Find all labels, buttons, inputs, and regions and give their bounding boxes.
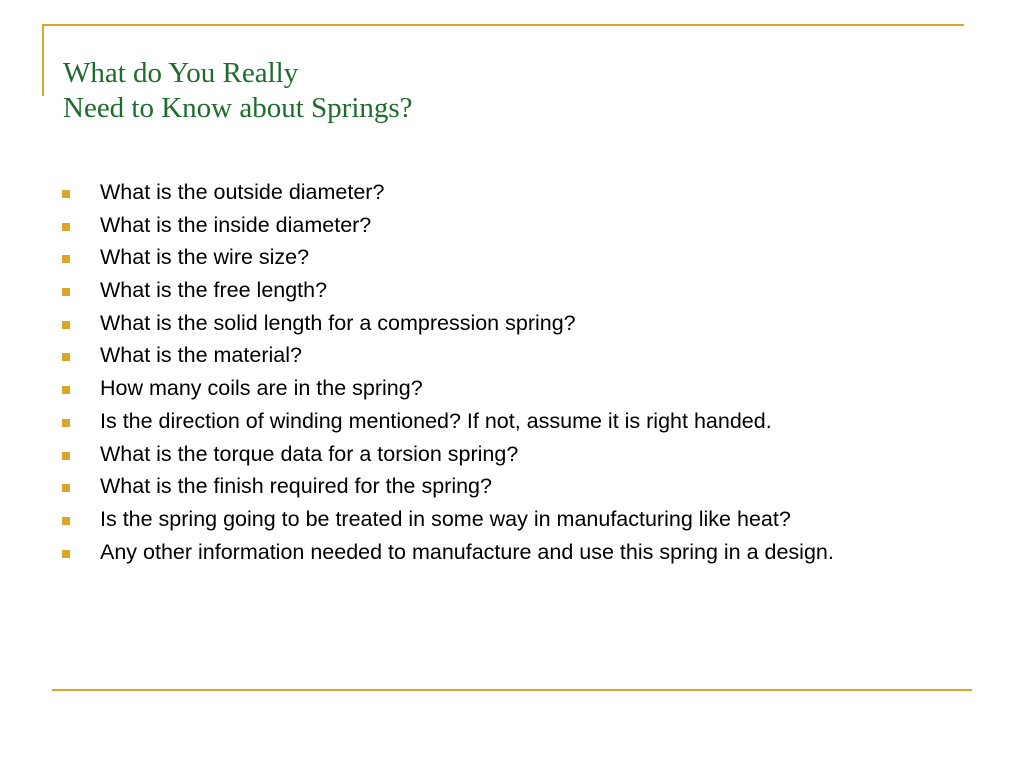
slide-title <box>63 56 413 126</box>
square-bullet-icon <box>62 386 70 394</box>
list-item <box>60 376 960 401</box>
square-bullet-icon <box>62 484 70 492</box>
list-item-text: How many coils are in the spring? <box>100 376 423 401</box>
top-border-line <box>42 24 964 26</box>
square-bullet-icon <box>62 550 70 558</box>
list-item-text: What is the outside diameter? <box>100 180 385 204</box>
square-bullet-icon <box>62 321 70 329</box>
list-item-text: What is the wire size? <box>100 245 310 270</box>
list-item <box>60 180 960 205</box>
list-item-text: What is the material? <box>100 343 302 368</box>
square-bullet-icon <box>62 517 70 525</box>
square-bullet-icon <box>62 419 70 427</box>
list-item <box>60 442 960 467</box>
slide-title-line-2: Need to Know about Springs? <box>63 92 413 124</box>
list-item <box>60 474 960 499</box>
list-item-text: What is the finish required for the spring? <box>100 474 492 499</box>
list-item-text: What is the inside diameter? <box>100 212 372 237</box>
list-item <box>60 409 960 434</box>
list-item-text: What is the torque data for a torsion spring? <box>100 441 519 466</box>
list-item-text: Is the spring going to be treated in some way in manufacturing like heat? <box>100 506 791 531</box>
square-bullet-icon <box>62 288 70 296</box>
slide-title-line-1: What do You Really <box>63 57 299 89</box>
square-bullet-icon <box>62 255 70 263</box>
list-item <box>60 245 960 270</box>
square-bullet-icon <box>62 223 70 231</box>
list-item <box>60 278 960 303</box>
list-item-text: Any other information needed to manufacture and use this spring in a design. <box>100 539 834 564</box>
list-item <box>60 213 960 238</box>
list-item <box>60 311 960 336</box>
square-bullet-icon <box>62 353 70 361</box>
bullet-list <box>60 180 960 572</box>
square-bullet-icon <box>62 452 70 460</box>
list-item-text: Is the direction of winding mentioned? If not, assume it is right handed. <box>100 408 772 433</box>
list-item-text: What is the solid length for a compression spring? <box>100 310 576 335</box>
square-bullet-icon <box>62 190 70 198</box>
list-item <box>60 540 960 565</box>
left-border-line <box>42 24 44 96</box>
list-item-text: What is the free length? <box>100 278 328 303</box>
bottom-border-line <box>52 689 972 691</box>
list-item <box>60 507 960 532</box>
list-item <box>60 343 960 368</box>
